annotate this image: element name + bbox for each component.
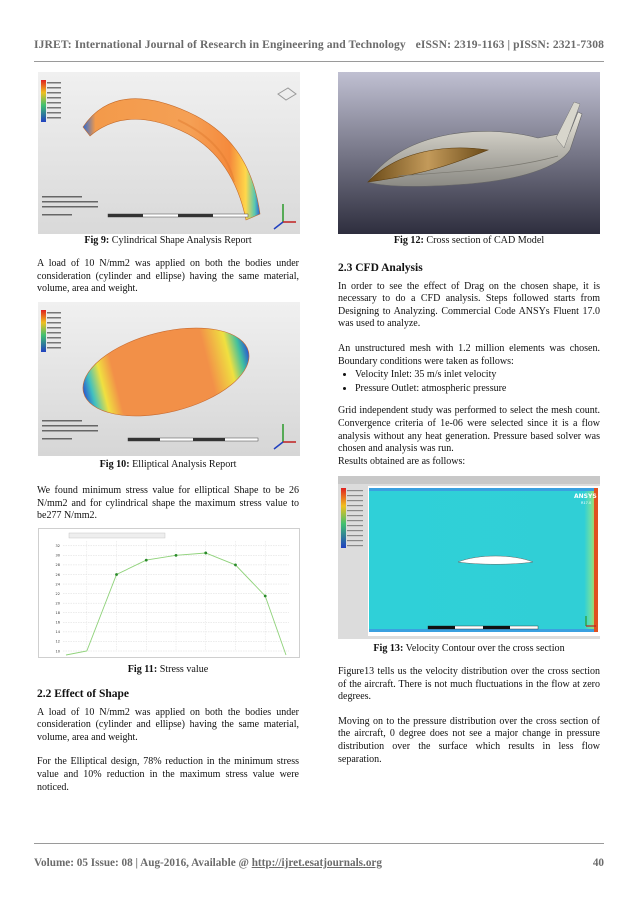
footer — [34, 857, 604, 869]
footer-rule — [34, 843, 604, 844]
fig9-image — [38, 72, 300, 234]
fig11-caption — [37, 664, 299, 677]
y-tick-label: 14 — [55, 630, 60, 635]
stress-chart-svg — [39, 529, 299, 657]
fig10-caption — [37, 459, 299, 472]
section-2-2 — [37, 688, 299, 794]
section-2-3 — [338, 262, 600, 468]
page-number: 40 — [592, 857, 604, 869]
fig11-caption-text: Stress value — [157, 664, 209, 675]
data-point — [204, 552, 207, 555]
journal-name: IJRET: International Journal of Research in Engineering and Technology — [34, 38, 406, 51]
section-2-3-heading: 2.3 CFD Analysis — [338, 262, 423, 274]
section-2-3-p2: An unstructured mesh with 1.2 million elements was chosen. Boundary conditions were taken as follows: — [338, 342, 600, 367]
fig10-image — [38, 302, 300, 456]
fig10-number: Fig 10: — [99, 459, 130, 470]
fig12-image — [338, 72, 600, 234]
chart-legend-box — [69, 533, 165, 538]
fig13-number: Fig 13: — [373, 643, 404, 654]
left-p1-text: A load of 10 N/mm2 was applied on both the bodies under consideration (cylinder and ellipse) having the same material, volume, area and weight. — [37, 258, 299, 295]
y-tick-label: 10 — [55, 649, 60, 654]
fig12-number: Fig 12: — [393, 235, 424, 246]
fig10-caption-text: Elliptical Analysis Report — [129, 459, 237, 470]
section-2-3-p3: Grid independent study was performed to select the mesh count. Convergence criteria of 1e-06 were selected since it is a flow analysis without any heat generation. Pressure based solver was chosen and analysis was run. — [338, 405, 600, 455]
y-tick-label: 26 — [55, 572, 60, 577]
journal-link[interactable]: http://ijret.esatjournals.org — [251, 857, 382, 869]
y-tick-label: 12 — [55, 639, 60, 644]
left-p2-text: We found minimum stress value for elliptical Shape to be 26 N/mm2 and for cylindrical shape the maximum stress value to be277 N/mm2. — [37, 485, 299, 522]
fig9-number: Fig 9: — [84, 235, 110, 246]
y-tick-label: 20 — [55, 601, 60, 606]
results-p2: Moving on to the pressure distribution over the cross section of the aircraft, 0 degree does not see a major change in pressure distribution over the surface which results in less flow separation. — [338, 715, 600, 765]
left-paragraph-1 — [37, 258, 299, 296]
y-tick-label: 18 — [55, 611, 60, 616]
ansys-version: R17.0 — [581, 501, 592, 505]
left-paragraph-2 — [37, 485, 299, 523]
chart-y-ticks — [56, 544, 61, 653]
data-point — [115, 573, 118, 576]
section-2-3-p3b: Results obtained are as follows: — [338, 455, 466, 467]
section-2-2-p1: A load of 10 N/mm2 was applied on both the bodies under consideration (cylinder and ellipse) having the same material, volume, area and weight. — [37, 706, 299, 743]
y-tick-label: 30 — [55, 553, 60, 558]
y-tick-label: 32 — [55, 544, 60, 549]
data-point — [175, 554, 178, 557]
section-2-2-heading: 2.2 Effect of Shape — [37, 688, 129, 700]
chart-grid — [63, 541, 289, 651]
header-rule — [34, 61, 604, 62]
list-item: • Pressure Outlet: atmospheric pressure — [355, 383, 600, 396]
list-item: • Velocity Inlet: 35 m/s inlet velocity — [355, 369, 600, 382]
fig13-caption-text: Velocity Contour over the cross section — [403, 643, 565, 654]
results-discussion — [338, 666, 600, 766]
fig13-image — [338, 476, 600, 639]
fig12-caption-text: Cross section of CAD Model — [423, 235, 545, 246]
section-2-3-p1: In order to see the effect of Drag on the chosen shape, it is necessary to do a CFD analysis. Steps followed starts from Designing to Analyzing. Commercial Code ANSYs Fluent 17.0 was used to analyze. — [338, 280, 600, 330]
fig9-caption — [37, 235, 299, 248]
boundary-conditions-list — [338, 369, 600, 395]
y-tick-label: 24 — [55, 582, 60, 587]
running-header — [34, 38, 604, 51]
fig12-caption — [338, 235, 600, 248]
fig9-caption-text: Cylindrical Shape Analysis Report — [109, 235, 252, 246]
fig13-caption — [338, 643, 600, 656]
issn: eISSN: 2319-1163 | pISSN: 2321-7308 — [415, 38, 604, 51]
results-p1: Figure13 tells us the velocity distribution over the cross section of the aircraft. There is not much fluctuations in the flow at zero degrees. — [338, 666, 600, 703]
data-point — [234, 564, 237, 567]
data-point — [145, 559, 148, 562]
section-2-2-p2: For the Elliptical design, 78% reduction in the minimum stress value and 10% reduction in the maximum stress value were noticed. — [37, 756, 299, 793]
fig11-chart — [38, 528, 300, 658]
y-tick-label: 16 — [55, 620, 60, 625]
footer-volume: Volume: 05 Issue: 08 | Aug-2016, Available @ — [34, 857, 252, 869]
ansys-logo-text: ANSYS — [574, 493, 597, 500]
y-tick-label: 28 — [55, 563, 60, 568]
footer-info — [34, 857, 382, 869]
y-tick-label: 22 — [55, 591, 60, 596]
fig11-number: Fig 11: — [127, 664, 158, 675]
data-point — [264, 595, 267, 598]
